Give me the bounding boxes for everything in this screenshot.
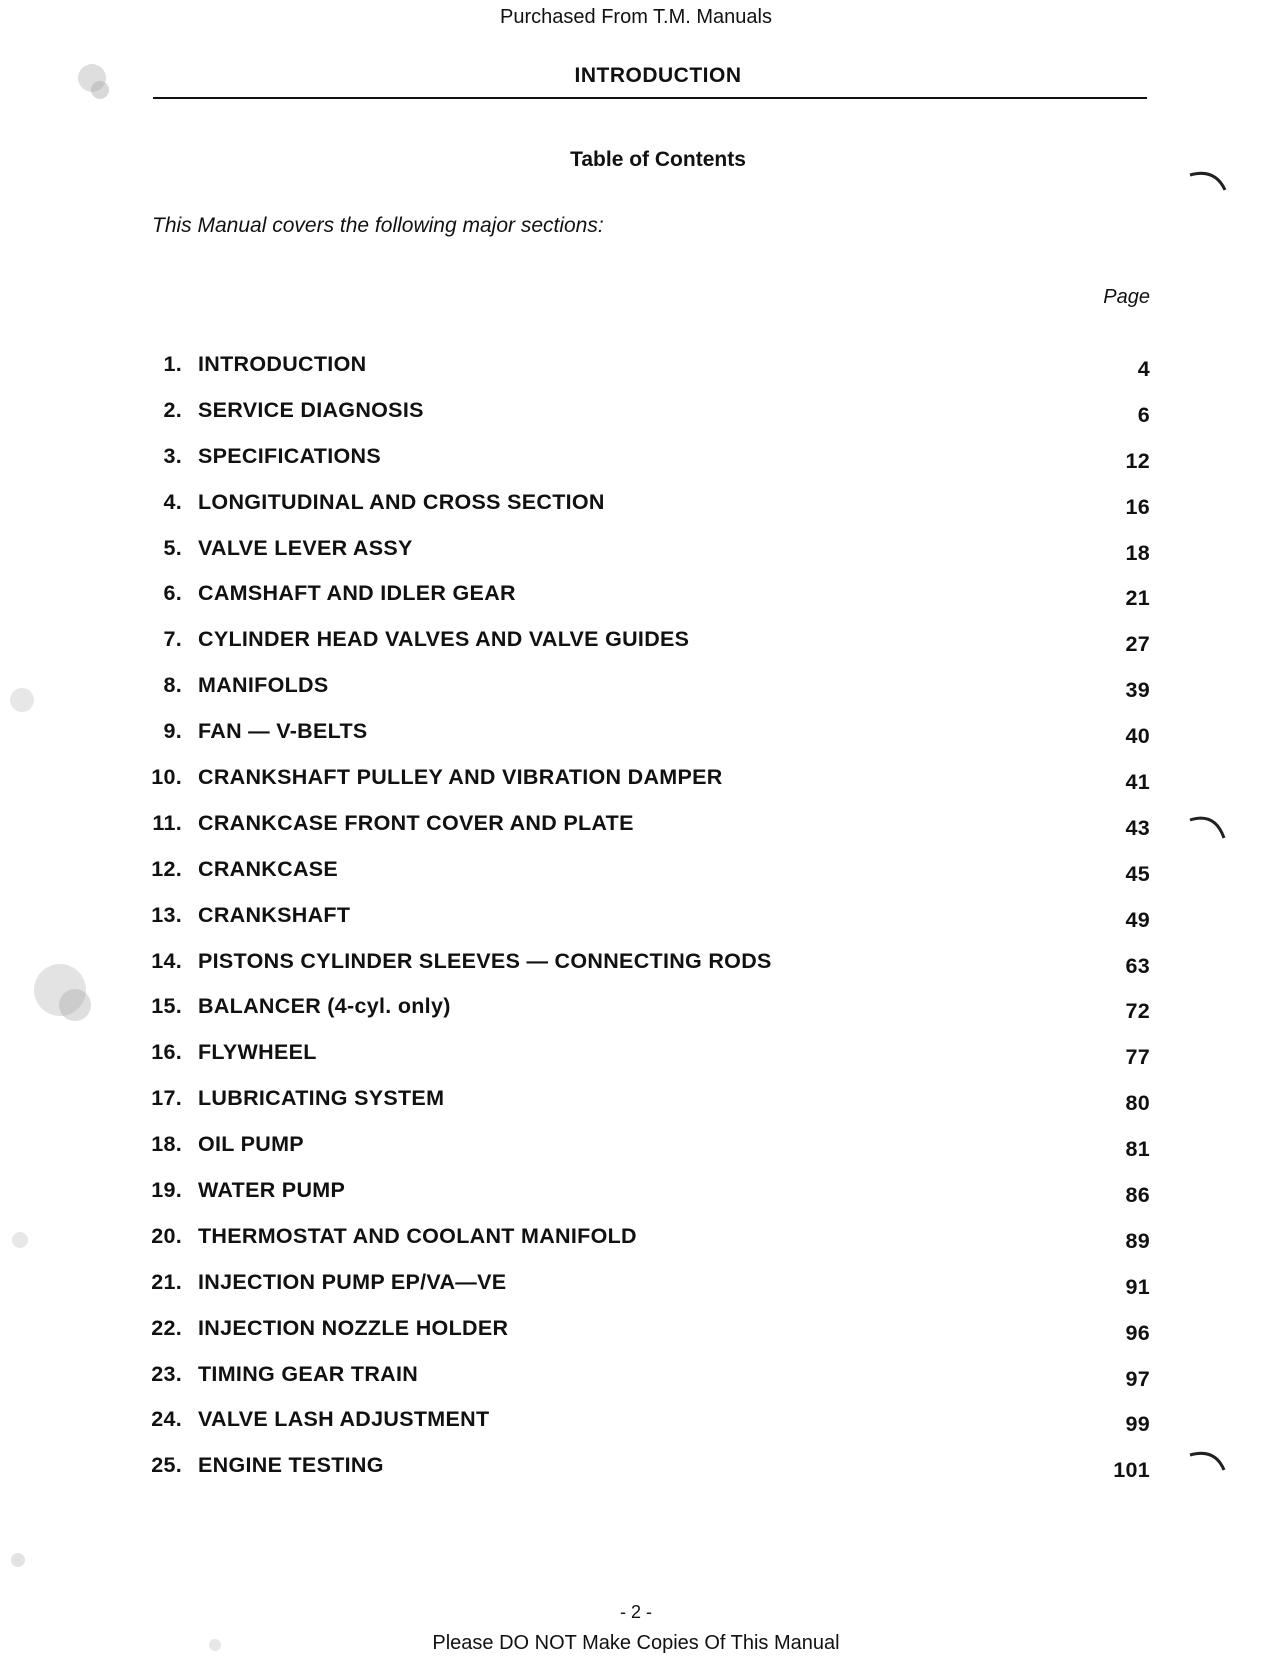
toc-entry-number: 5. bbox=[163, 535, 182, 560]
top-banner: Purchased From T.M. Manuals bbox=[500, 6, 772, 28]
toc-entry-label: SERVICE DIAGNOSIS bbox=[198, 397, 424, 422]
toc-list bbox=[140, 352, 1150, 1499]
toc-entry-page: 21 bbox=[1125, 586, 1150, 611]
toc-entry-label: BALANCER (4-cyl. only) bbox=[198, 994, 451, 1019]
toc-entry bbox=[140, 1178, 1150, 1224]
toc-entry-number: 17. bbox=[151, 1086, 182, 1111]
toc-entry bbox=[140, 1040, 1150, 1086]
toc-entry-label: CRANKCASE bbox=[198, 856, 339, 881]
toc-entry-page: 43 bbox=[1125, 815, 1150, 840]
bottom-banner: Please DO NOT Make Copies Of This Manual bbox=[432, 1632, 840, 1654]
toc-entry bbox=[140, 581, 1150, 627]
toc-entry-label: FLYWHEEL bbox=[198, 1040, 317, 1065]
toc-entry-page: 16 bbox=[1125, 494, 1150, 519]
toc-entry-page: 89 bbox=[1125, 1228, 1150, 1253]
toc-entry-page: 40 bbox=[1125, 724, 1150, 749]
toc-entry-label: INTRODUCTION bbox=[198, 352, 367, 376]
toc-entry-label: CAMSHAFT AND IDLER GEAR bbox=[198, 581, 516, 606]
toc-entry-number: 23. bbox=[151, 1361, 182, 1386]
toc-entry bbox=[140, 1453, 1150, 1499]
toc-entry-page: 6 bbox=[1137, 402, 1150, 427]
toc-entry-page: 4 bbox=[1137, 357, 1150, 381]
toc-entry-number: 25. bbox=[151, 1453, 182, 1478]
toc-entry bbox=[140, 1316, 1150, 1362]
toc-entry-page: 81 bbox=[1125, 1137, 1150, 1162]
toc-entry-number: 4. bbox=[163, 489, 182, 514]
toc-entry-number: 20. bbox=[151, 1223, 182, 1248]
toc-entry bbox=[140, 719, 1150, 765]
toc-entry-number: 8. bbox=[163, 673, 182, 698]
toc-entry-label: LUBRICATING SYSTEM bbox=[198, 1086, 445, 1111]
toc-entry-label: CRANKSHAFT bbox=[198, 902, 351, 927]
toc-entry bbox=[140, 811, 1150, 857]
toc-entry bbox=[140, 1270, 1150, 1316]
toc-entry-label: INJECTION PUMP EP/VA—VE bbox=[198, 1269, 507, 1294]
toc-entry-number: 3. bbox=[163, 443, 182, 468]
toc-entry-page: 63 bbox=[1125, 953, 1150, 978]
toc-entry-page: 86 bbox=[1125, 1183, 1150, 1208]
toc-entry-label: OIL PUMP bbox=[198, 1132, 304, 1157]
toc-entry-page: 41 bbox=[1125, 770, 1150, 795]
page-number: - 2 - bbox=[619, 1602, 652, 1622]
toc-entry bbox=[140, 765, 1150, 811]
toc-entry-page: 77 bbox=[1125, 1045, 1150, 1070]
toc-entry bbox=[140, 949, 1150, 995]
toc-entry-page: 72 bbox=[1125, 999, 1150, 1024]
toc-entry-number: 19. bbox=[151, 1178, 182, 1203]
toc-entry-page: 97 bbox=[1125, 1366, 1150, 1391]
toc-entry-page: 80 bbox=[1125, 1091, 1150, 1116]
toc-entry-page: 27 bbox=[1125, 632, 1150, 657]
toc-entry-label: LONGITUDINAL AND CROSS SECTION bbox=[198, 489, 605, 514]
toc-entry-number: 16. bbox=[151, 1040, 182, 1065]
toc-entry-label: SPECIFICATIONS bbox=[198, 443, 381, 468]
toc-entry bbox=[140, 1362, 1150, 1408]
toc-entry-label: MANIFOLDS bbox=[198, 673, 329, 698]
toc-entry bbox=[140, 857, 1150, 903]
toc-entry-number: 1. bbox=[163, 352, 182, 376]
toc-entry bbox=[140, 490, 1150, 536]
toc-entry-label: FAN — V-BELTS bbox=[198, 719, 368, 744]
toc-entry-label: THERMOSTAT AND COOLANT MANIFOLD bbox=[198, 1223, 637, 1248]
toc-entry-number: 11. bbox=[152, 810, 182, 835]
toc-entry-number: 15. bbox=[151, 994, 182, 1019]
toc-entry bbox=[140, 1132, 1150, 1178]
toc-entry-number: 22. bbox=[151, 1315, 182, 1340]
toc-entry bbox=[140, 903, 1150, 949]
toc-entry-page: 99 bbox=[1125, 1412, 1150, 1437]
toc-entry-number: 10. bbox=[151, 765, 182, 790]
toc-entry-number: 2. bbox=[163, 397, 182, 422]
toc-entry-label: TIMING GEAR TRAIN bbox=[198, 1361, 419, 1386]
toc-entry-page: 12 bbox=[1125, 448, 1150, 473]
toc-entry-number: 21. bbox=[151, 1269, 182, 1294]
section-heading: INTRODUCTION bbox=[574, 64, 742, 87]
toc-entry-number: 13. bbox=[151, 902, 182, 927]
toc-entry-page: 49 bbox=[1125, 907, 1150, 932]
toc-intro: This Manual covers the following major sections: bbox=[152, 214, 604, 237]
toc-entry-label: CRANKSHAFT PULLEY AND VIBRATION DAMPER bbox=[198, 765, 723, 790]
toc-entry bbox=[140, 1086, 1150, 1132]
toc-entry bbox=[140, 994, 1150, 1040]
toc-entry-page: 39 bbox=[1125, 678, 1150, 703]
toc-entry-label: INJECTION NOZZLE HOLDER bbox=[198, 1315, 509, 1340]
toc-entry bbox=[140, 627, 1150, 673]
toc-entry-number: 18. bbox=[151, 1132, 182, 1157]
toc-entry bbox=[140, 352, 1150, 398]
toc-entry bbox=[140, 1224, 1150, 1270]
toc-entry-label: VALVE LASH ADJUSTMENT bbox=[198, 1407, 490, 1432]
toc-entry-page: 45 bbox=[1125, 861, 1150, 886]
toc-entry bbox=[140, 536, 1150, 582]
toc-entry-number: 24. bbox=[151, 1407, 182, 1432]
page-column-label: Page bbox=[1103, 286, 1150, 308]
toc-entry-number: 14. bbox=[151, 948, 182, 973]
toc-entry bbox=[140, 444, 1150, 490]
toc-entry-number: 6. bbox=[163, 581, 182, 606]
toc-entry-label: WATER PUMP bbox=[198, 1178, 346, 1203]
toc-entry-page: 18 bbox=[1125, 540, 1150, 565]
toc-entry-number: 9. bbox=[163, 719, 182, 744]
toc-entry-page: 101 bbox=[1113, 1458, 1150, 1483]
toc-entry-label: VALVE LEVER ASSY bbox=[198, 535, 413, 560]
toc-title: Table of Contents bbox=[570, 148, 746, 171]
toc-entry bbox=[140, 673, 1150, 719]
toc-entry bbox=[140, 398, 1150, 444]
toc-entry-page: 96 bbox=[1125, 1320, 1150, 1345]
toc-entry-number: 7. bbox=[163, 627, 182, 652]
heading-rule bbox=[153, 97, 1147, 99]
toc-entry-label: PISTONS CYLINDER SLEEVES — CONNECTING RODS bbox=[198, 948, 772, 973]
toc-entry-label: CRANKCASE FRONT COVER AND PLATE bbox=[198, 810, 634, 835]
toc-entry bbox=[140, 1407, 1150, 1453]
toc-entry-page: 91 bbox=[1125, 1274, 1150, 1299]
toc-entry-number: 12. bbox=[151, 856, 182, 881]
toc-entry-label: ENGINE TESTING bbox=[198, 1453, 384, 1478]
toc-entry-label: CYLINDER HEAD VALVES AND VALVE GUIDES bbox=[198, 627, 690, 652]
